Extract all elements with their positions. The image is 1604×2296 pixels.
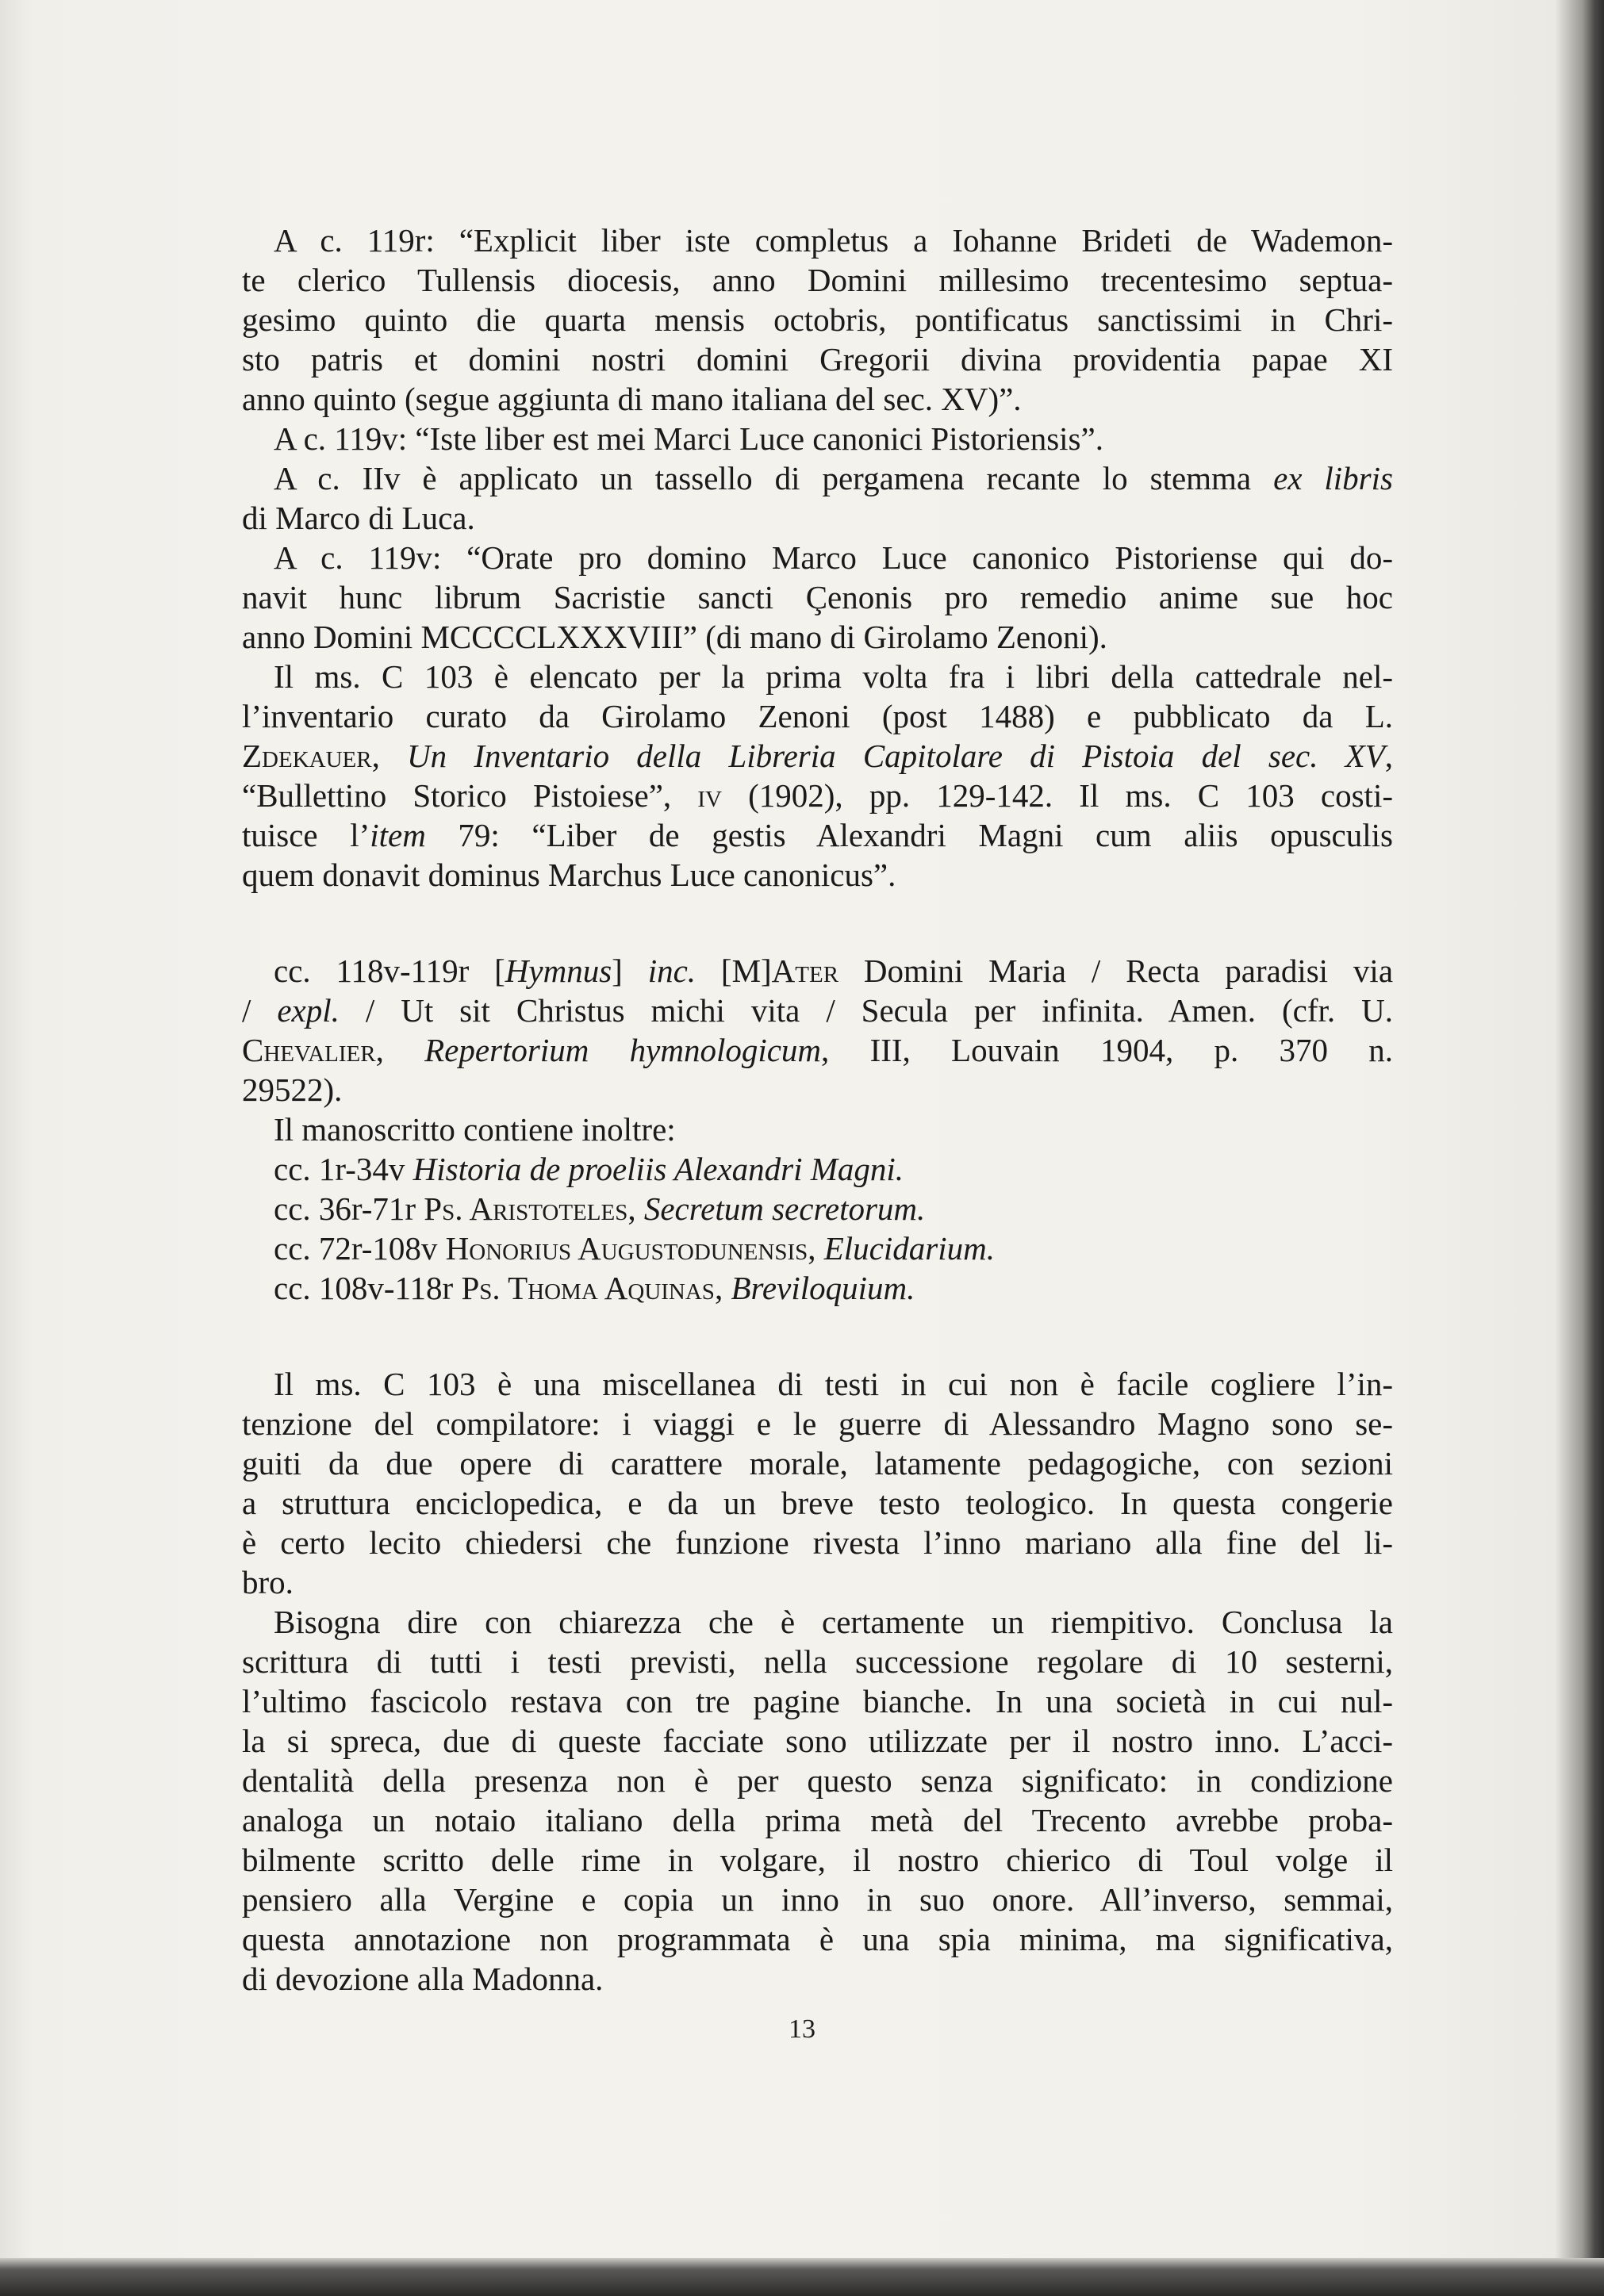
scan-bottom-edge: [0, 2258, 1604, 2296]
text-run: cc. 1r-34v: [274, 1151, 413, 1187]
text-line: [242, 736, 1393, 776]
text-line: [242, 855, 1393, 895]
text-run: / Ut sit Christus michi vita / Secula per infinita. Amen. (cfr. U.: [339, 992, 1393, 1029]
text-run: è certo lecito chiedersi che funzione rivesta l’inno mariano alla fine del li-: [242, 1524, 1393, 1561]
italic-text: Breviloquium.: [731, 1270, 915, 1306]
text-line: [242, 379, 1393, 419]
text-run: quem donavit dominus Marchus Luce canonicus”.: [242, 857, 896, 893]
text-run: scrittura di tutti i testi previsti, nella successione regolare di 10 sesterni,: [242, 1643, 1393, 1680]
text-run: navit hunc librum Sacristie sancti Çenonis pro remedio anime sue hoc: [242, 579, 1393, 615]
text-line: [242, 1110, 1393, 1149]
text-line: [242, 220, 1393, 260]
text-run: , III, Louvain 1904, p. 370 n.: [821, 1032, 1394, 1068]
small-caps-text: iv: [697, 777, 722, 814]
text-line: [242, 776, 1393, 815]
text-line: [242, 1721, 1393, 1761]
text-line: [242, 657, 1393, 696]
small-caps-text: Ater: [771, 953, 839, 989]
text-line: [242, 1070, 1393, 1110]
text-line: [242, 300, 1393, 339]
text-line: [242, 498, 1393, 538]
text-run: [M]: [696, 953, 772, 989]
text-run: cc. 72r-108v: [274, 1230, 446, 1267]
text-run: pensiero alla Vergine e copia un inno in suo onore. All’inverso, semmai,: [242, 1881, 1393, 1918]
text-line: [242, 1602, 1393, 1642]
text-line: [242, 1523, 1393, 1562]
text-line: [242, 1483, 1393, 1523]
small-caps-text: Ps. Thoma Aquinas: [461, 1270, 715, 1306]
italic-text: Historia de proeliis Alexandri Magni.: [413, 1151, 904, 1187]
text-line: [242, 1919, 1393, 1959]
text-run: 29522).: [242, 1071, 343, 1108]
text-line: [242, 1364, 1393, 1404]
text-run: Il manoscritto contiene inoltre:: [274, 1111, 676, 1148]
text-line: [242, 1443, 1393, 1483]
text-line: [242, 538, 1393, 577]
text-line: [242, 1149, 1393, 1189]
italic-text: Elucidarium.: [823, 1230, 995, 1267]
text-run: Il ms. C 103 è una miscellanea di testi in cui non è facile cogliere l’in-: [274, 1366, 1393, 1402]
text-run: ,: [375, 1032, 425, 1068]
text-line: [242, 1840, 1393, 1880]
italic-text: ex libris: [1273, 460, 1393, 496]
text-run: cc. 108v-118r: [274, 1270, 462, 1306]
text-run: A c. 119v: “Iste liber est mei Marci Luce canonici Pistoriensis”.: [274, 420, 1103, 457]
text-run: 79: “Liber de gestis Alexandri Magni cum aliis opusculis: [425, 817, 1393, 853]
text-line: [242, 1404, 1393, 1443]
small-caps-text: Zdekauer: [242, 738, 372, 774]
text-run: analoga un notaio italiano della prima metà del Trecento avrebbe proba-: [242, 1802, 1393, 1838]
text-line: [242, 419, 1393, 458]
text-run: (1902), pp. 129-142. Il ms. C 103 costi-: [721, 777, 1393, 814]
text-run: tuisce l’: [242, 817, 370, 853]
text-line: [242, 1189, 1393, 1228]
text-run: di devozione alla Madonna.: [242, 1961, 604, 1997]
text-run: la si spreca, due di queste facciate sono utilizzate per il nostro inno. L’acci-: [242, 1723, 1393, 1759]
italic-text: Repertorium hymnologicum: [424, 1032, 822, 1068]
text-line: [242, 696, 1393, 736]
italic-text: Un Inventario della Libreria Capitolare di Pistoia del sec. XV: [407, 738, 1385, 774]
text-run: cc. 36r-71r: [274, 1190, 424, 1227]
text-line: [242, 1681, 1393, 1721]
paragraph-gap: [242, 1308, 1393, 1364]
text-line: [242, 1800, 1393, 1840]
text-line: [242, 991, 1393, 1030]
text-run: te clerico Tullensis diocesis, anno Domini millesimo trecentesimo septua-: [242, 262, 1393, 298]
text-run: ,: [1384, 738, 1393, 774]
text-line: [242, 1642, 1393, 1681]
text-line: [242, 1959, 1393, 1999]
text-run: /: [242, 992, 278, 1029]
text-run: gesimo quinto die quarta mensis octobris, pontificatus sanctissimi in Chri-: [242, 301, 1393, 338]
text-run: bilmente scritto delle rime in volgare, il nostro chierico di Toul volge il: [242, 1842, 1393, 1878]
italic-text: Hymnus: [505, 953, 612, 989]
text-line: [242, 1761, 1393, 1800]
text-run: guiti da due opere di carattere morale, latamente pedagogiche, con sezioni: [242, 1445, 1393, 1481]
text-run: A c. IIv è applicato un tassello di pergamena recante lo stemma: [274, 460, 1274, 496]
text-run: ,: [371, 738, 408, 774]
text-run: Il ms. C 103 è elencato per la prima volta fra i libri della cattedrale nel-: [274, 658, 1393, 695]
text-line: [242, 260, 1393, 300]
text-run: l’inventario curato da Girolamo Zenoni (post 1488) e pubblicato da L.: [242, 698, 1393, 734]
text-run: sto patris et domini nostri domini Gregorii divina providentia papae XI: [242, 341, 1393, 378]
text-line: [242, 1228, 1393, 1268]
text-line: [242, 1030, 1393, 1070]
italic-text: expl.: [277, 992, 340, 1029]
text-line: [242, 1268, 1393, 1308]
text-run: cc. 118v-119r [: [274, 953, 505, 989]
text-run: di Marco di Luca.: [242, 500, 475, 536]
italic-text: item: [370, 817, 426, 853]
text-run: Domini Maria / Recta paradisi via: [838, 953, 1394, 989]
small-caps-text: Ps. Aristoteles: [424, 1190, 628, 1227]
small-caps-text: Honorius Augustodunensis: [445, 1230, 808, 1267]
page-body-text: [242, 220, 1393, 1999]
text-run: bro.: [242, 1564, 294, 1600]
page-number: 13: [789, 2014, 815, 2044]
text-line: [242, 617, 1393, 657]
paragraph-gap: [242, 895, 1393, 951]
text-run: tenzione del compilatore: i viaggi e le guerre di Alessandro Magno sono se-: [242, 1405, 1393, 1442]
text-run: ]: [612, 953, 648, 989]
text-line: [242, 1562, 1393, 1602]
text-line: [242, 951, 1393, 991]
text-run: ,: [627, 1190, 644, 1227]
text-run: a struttura enciclopedica, e da un breve testo teologico. In questa congerie: [242, 1485, 1393, 1521]
text-run: A c. 119r: “Explicit liber iste completus a Iohanne Brideti de Wademon-: [274, 222, 1393, 259]
italic-text: Secretum secretorum.: [643, 1190, 926, 1227]
text-run: anno quinto (segue aggiunta di mano italiana del sec. XV)”.: [242, 381, 1022, 417]
text-run: A c. 119v: “Orate pro domino Marco Luce canonico Pistoriense qui do-: [274, 539, 1393, 576]
text-run: questa annotazione non programmata è una spia minima, ma significativa,: [242, 1921, 1393, 1957]
text-line: [242, 815, 1393, 855]
text-run: dentalità della presenza non è per questo senza significato: in condizione: [242, 1762, 1393, 1799]
small-caps-text: Chevalier: [242, 1032, 376, 1068]
text-run: anno Domini MCCCCLXXXVIII” (di mano di Girolamo Zenoni).: [242, 619, 1107, 655]
text-line: [242, 339, 1393, 379]
text-run: ,: [714, 1270, 731, 1306]
text-line: [242, 1880, 1393, 1919]
text-run: ,: [808, 1230, 824, 1267]
italic-text: inc.: [647, 953, 696, 989]
text-line: [242, 458, 1393, 498]
text-line: [242, 577, 1393, 617]
text-run: Bisogna dire con chiarezza che è certamente un riempitivo. Conclusa la: [274, 1604, 1393, 1640]
text-run: “Bullettino Storico Pistoiese”,: [242, 777, 698, 814]
text-run: l’ultimo fascicolo restava con tre pagine bianche. In una società in cui nul-: [242, 1683, 1393, 1719]
